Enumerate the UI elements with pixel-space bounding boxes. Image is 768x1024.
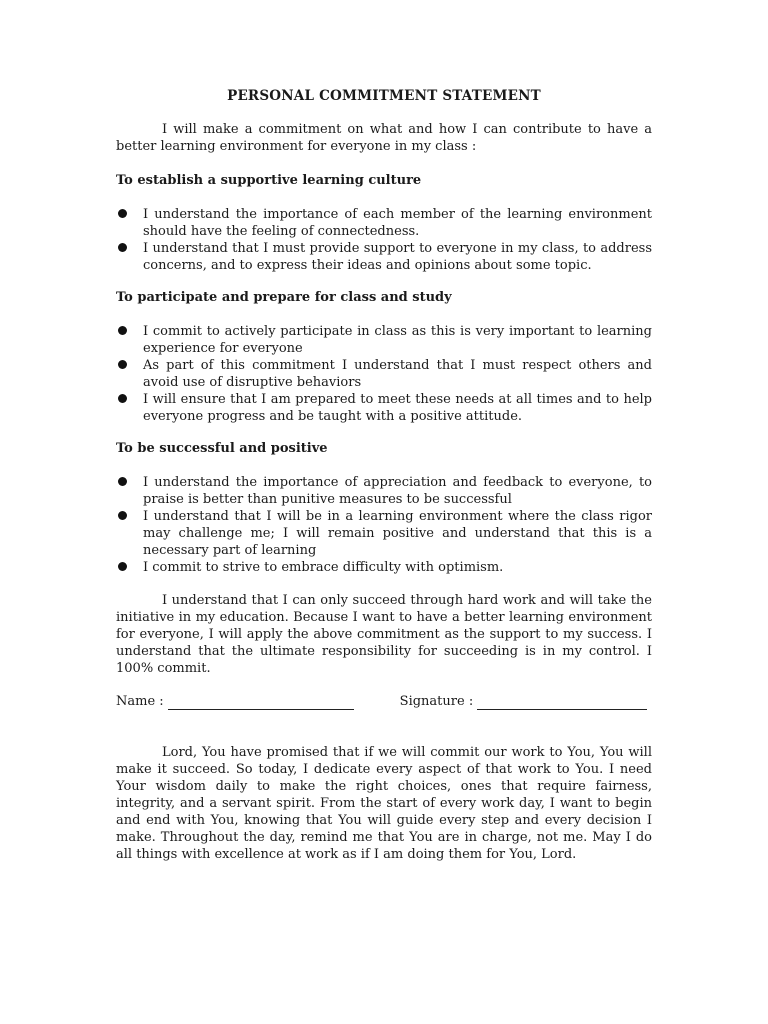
bullet-icon	[118, 326, 127, 335]
list-item-text: I will ensure that I am prepared to meet these needs at all times and to help everyone progress and be taught with a positive attitude.	[143, 392, 652, 424]
bullet-icon	[118, 477, 127, 486]
list-item	[116, 357, 652, 391]
bullet-icon	[118, 243, 127, 252]
section-successful-positive	[116, 440, 652, 576]
list-item	[116, 323, 652, 357]
list-item-text: I understand that I will be in a learning environment where the class rigor may challenge me; I will remain positive and understand that this is a necessary part of learning	[143, 509, 652, 558]
list-item	[116, 206, 652, 240]
bullet-icon	[118, 360, 127, 369]
list-item-text: I understand the importance of appreciation and feedback to everyone, to praise is better than punitive measures to be successful	[143, 475, 652, 507]
bullet-list	[116, 206, 652, 274]
name-line	[168, 697, 354, 710]
section-heading: To establish a supportive learning culture	[116, 173, 422, 188]
list-item	[116, 508, 652, 559]
closing-paragraph: I understand that I can only succeed through hard work and will take the initiative in my education. Because I want to have a better learning environment for everyone, I will apply the above commitment as the support to my success. I understand that the ultimate responsibility for succeeding is in my control. I 100% commit.	[116, 593, 652, 676]
list-item-text: I understand the importance of each member of the learning environment should have the feeling of connectedness.	[143, 207, 652, 239]
bullet-list	[116, 474, 652, 576]
prayer-paragraph: Lord, You have promised that if we will commit our work to You, You will make it succeed. So today, I dedicate every aspect of that work to You. I need Your wisdom daily to make the right choices, ones that require fairness, integrity, and a servant spirit. From the start of every work day, I want to begin and end with You, knowing that You will guide every step and every decision I make. Throughout the day, remind me that You are in charge, not me. May I do all things with excellence at work as if I am doing them for You, Lord.	[116, 745, 652, 862]
section-heading: To participate and prepare for class and study	[116, 290, 452, 305]
list-item-text: I understand that I must provide support to everyone in my class, to address concerns, and to express their ideas and opinions about some topic.	[143, 241, 652, 273]
section-supportive-culture	[116, 172, 652, 274]
bullet-list	[116, 323, 652, 425]
signature-row	[116, 693, 652, 710]
list-item-text: I commit to actively participate in class as this is very important to learning experience for everyone	[143, 324, 652, 356]
list-item-text: As part of this commitment I understand that I must respect others and avoid use of disruptive behaviors	[143, 358, 652, 390]
document-title: PERSONAL COMMITMENT STATEMENT	[227, 88, 541, 104]
signature-line	[477, 697, 647, 710]
bullet-icon	[118, 562, 127, 571]
signature-label: Signature :	[399, 694, 474, 709]
section-heading: To be successful and positive	[116, 441, 328, 456]
bullet-icon	[118, 511, 127, 520]
list-item	[116, 559, 652, 576]
list-item	[116, 474, 652, 508]
bullet-icon	[118, 209, 127, 218]
name-label: Name :	[116, 694, 164, 709]
list-item-text: I commit to strive to embrace difficulty with optimism.	[143, 560, 504, 575]
bullet-icon	[118, 394, 127, 403]
document-body	[116, 88, 652, 863]
section-participate-prepare	[116, 289, 652, 425]
list-item	[116, 391, 652, 425]
intro-paragraph: I will make a commitment on what and how I can contribute to have a better learning environment for everyone in my class :	[116, 122, 652, 154]
list-item	[116, 240, 652, 274]
